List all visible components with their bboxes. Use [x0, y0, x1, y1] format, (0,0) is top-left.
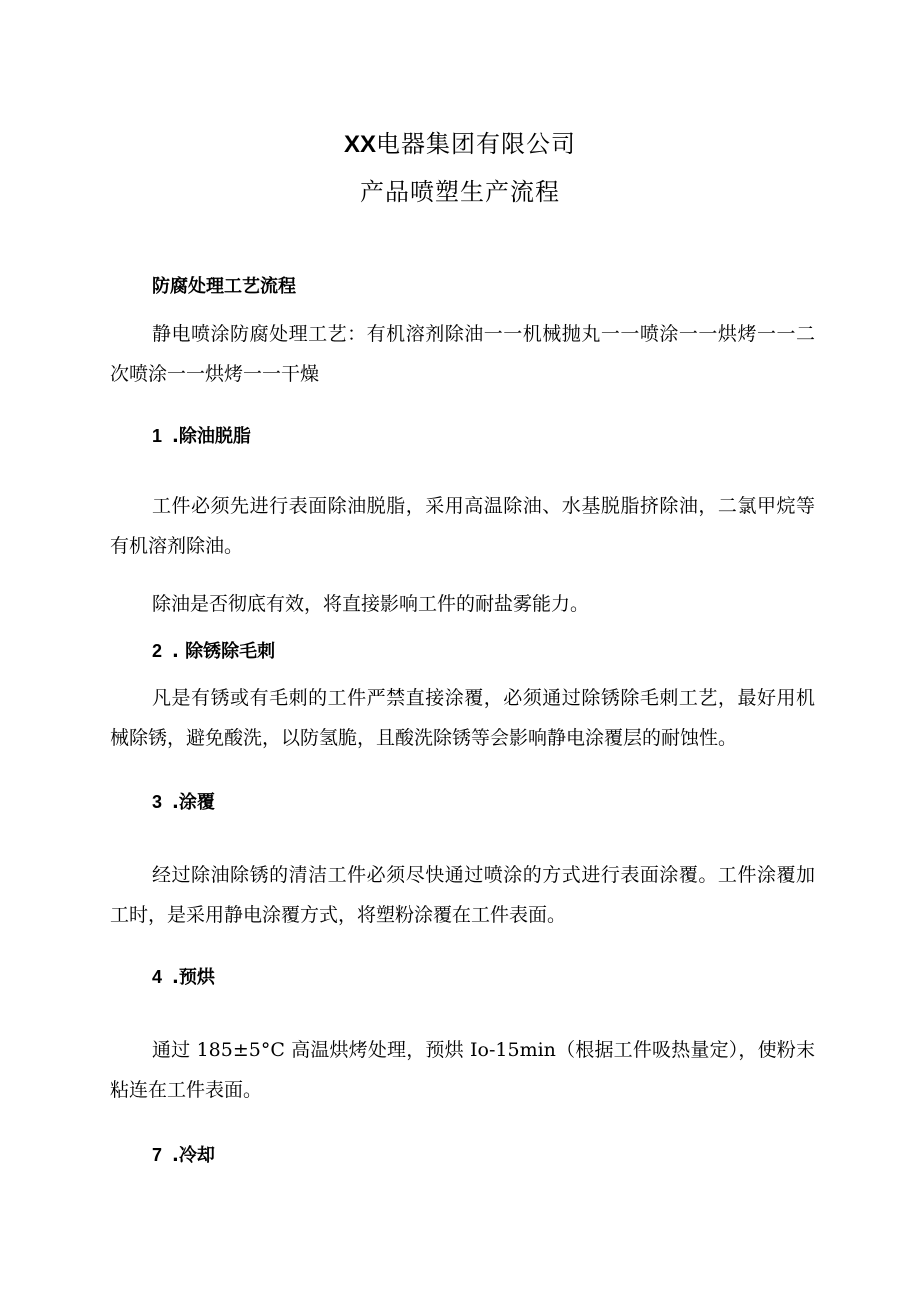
step-paragraph: 除油是否彻底有效，将直接影响工件的耐盐雾能力。	[152, 593, 590, 615]
step-number: 2	[152, 641, 163, 661]
step-paragraph: 通过 185±5°C 高温烘烤处理，预烘 Io-15min（根据工件吸热量定），使粉末粘连在工件表面。	[110, 1039, 815, 1101]
step-body-2	[110, 678, 815, 758]
step-title: . 除锈除毛刺	[172, 641, 276, 662]
step-heading-4	[152, 963, 215, 992]
company-name: 电器集团有限公司	[376, 130, 576, 158]
step-number: 1	[152, 426, 163, 446]
step-body-1	[110, 486, 815, 566]
step-heading-7	[152, 1141, 215, 1170]
step-number: 3	[152, 792, 163, 812]
step-number: 7	[152, 1145, 163, 1165]
company-title	[0, 128, 920, 161]
step-number: 4	[152, 967, 163, 987]
step-title: .除油脱脂	[172, 426, 251, 447]
step-heading-3	[152, 788, 215, 817]
intro-paragraph: 静电喷涂防腐处理工艺：有机溶剂除油一一机械抛丸一一喷涂一一烘烤一一二次喷涂一一烘烤一一干燥	[110, 323, 815, 385]
step-title: .涂覆	[172, 792, 215, 813]
company-prefix: XX	[343, 131, 376, 158]
step-title: .冷却	[172, 1145, 215, 1166]
step-heading-2	[152, 637, 275, 666]
step-paragraph: 凡是有锈或有毛刺的工件严禁直接涂覆，必须通过除锈除毛刺工艺，最好用机械除锈，避免酸洗，以防氢脆，且酸洗除锈等会影响静电涂覆层的耐蚀性。	[110, 687, 815, 749]
step-title: .预烘	[172, 967, 215, 988]
section-heading: 防腐处理工艺流程	[152, 276, 296, 297]
step-paragraph: 经过除油除锈的清洁工件必须尽快通过喷涂的方式进行表面涂覆。工件涂覆加工时，是采用静电涂覆方式，将塑粉涂覆在工件表面。	[110, 864, 815, 926]
step-paragraph: 工件必须先进行表面除油脱脂，采用高温除油、水基脱脂挤除油，二氯甲烷等有机溶剂除油。	[110, 495, 815, 557]
document-subtitle: 产品喷塑生产流程	[360, 178, 560, 206]
step-heading-1	[152, 422, 251, 451]
step-body-3	[110, 855, 815, 935]
step-body-1b	[110, 584, 815, 624]
step-body-4	[110, 1030, 815, 1110]
intro-block	[110, 314, 815, 394]
